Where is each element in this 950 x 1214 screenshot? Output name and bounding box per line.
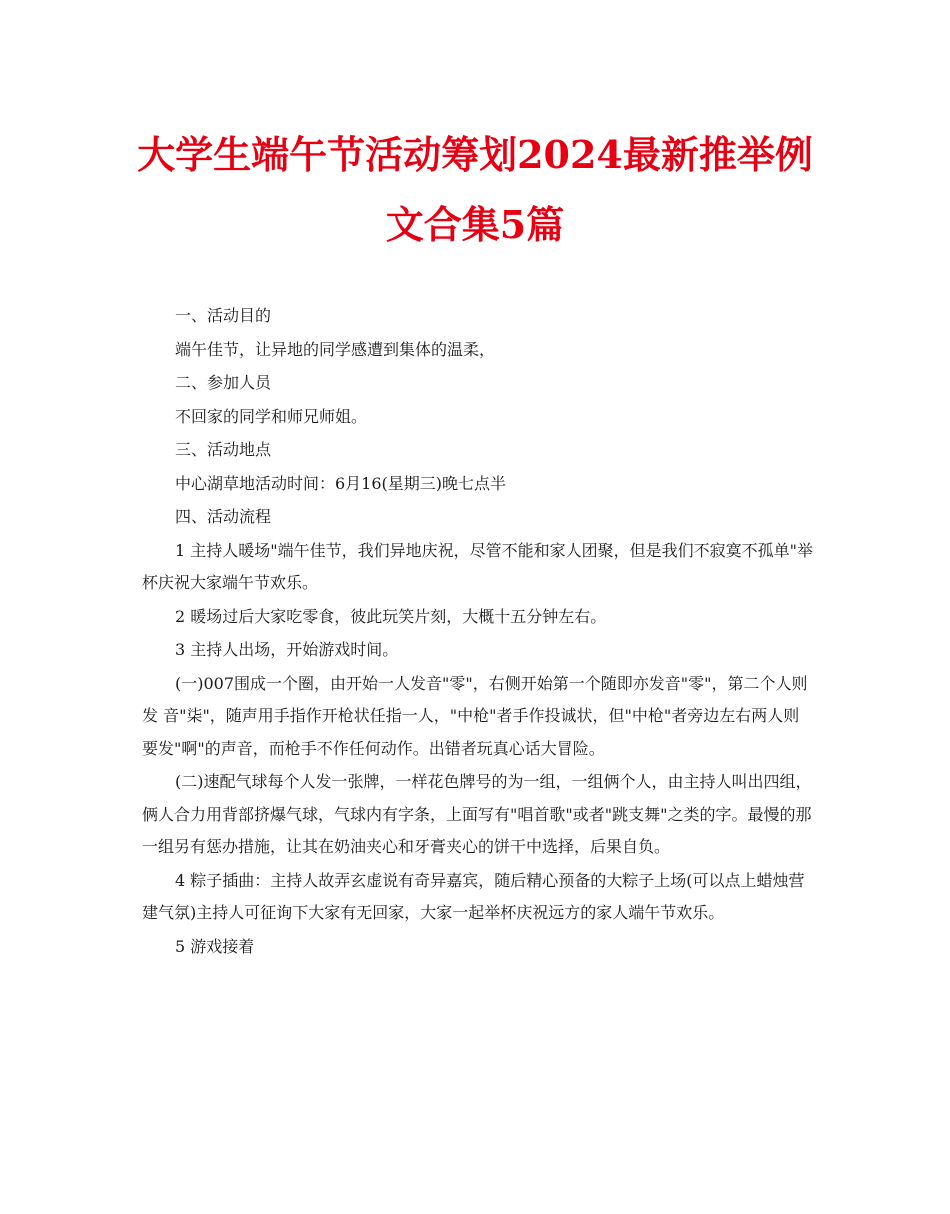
- paragraph: 中心湖草地活动时间：6月16(星期三)晚七点半: [175, 473, 507, 493]
- paragraph: (二)速配气球每个人发一张牌，一样花色牌号的为一组，一组俩个人，由主持人叫出四组，俩人合力用背部挤爆气球，气球内有字条，上面写有"唱首歌"或者"跳支舞"之类的字。最慢的那一组另有惩办措施，让其在奶油夹心和牙膏夹心的饼干中选择，后果自负。: [142, 772, 812, 856]
- paragraph: (一)007围成一个圈，由开始一人发音"零"，右侧开始第一个随即亦发音"零"，第二个人则发 音"柒"，随声用手指作开枪状任指一人，"中枪"者手作投诚状，但"中枪"者旁边左右两人则要发"啊"的声音，而枪手不作任何动作。出错者玩真心话大冒险。: [142, 673, 808, 758]
- document-title-line-2: 文合集5篇: [385, 202, 565, 247]
- document-body: [142, 300, 814, 964]
- paragraph: 5 游戏接着: [175, 936, 255, 956]
- section-heading: 二、参加人员: [175, 373, 272, 392]
- paragraph: 端午佳节，让异地的同学感遭到集体的温柔，: [175, 339, 496, 359]
- paragraph: 3 主持人出场，开始游戏时间。: [175, 640, 399, 659]
- paragraph: 不回家的同学和师兄师姐。: [175, 406, 368, 426]
- section-heading: 三、活动地点: [175, 440, 272, 459]
- section-heading: 一、活动目的: [175, 306, 272, 325]
- paragraph: 4 粽子插曲：主持人故弄玄虚说有奇异嘉宾，随后精心预备的大粽子上场(可以点上蜡烛营建气氛)主持人可征询下大家有无回家，大家一起举杯庆祝远方的家人端午节欢乐。: [142, 870, 805, 922]
- paragraph: 2 暖场过后大家吃零食，彼此玩笑片刻，大概十五分钟左右。: [175, 606, 607, 626]
- paragraph: 1 主持人暖场"端午佳节，我们异地庆祝，尽管不能和家人团聚，但是我们不寂寞不孤单"举杯庆祝大家端午节欢乐。: [142, 540, 813, 592]
- document-title-line-1: 大学生端午节活动筹划2024最新推举例: [137, 132, 813, 177]
- section-heading: 四、活动流程: [175, 507, 272, 526]
